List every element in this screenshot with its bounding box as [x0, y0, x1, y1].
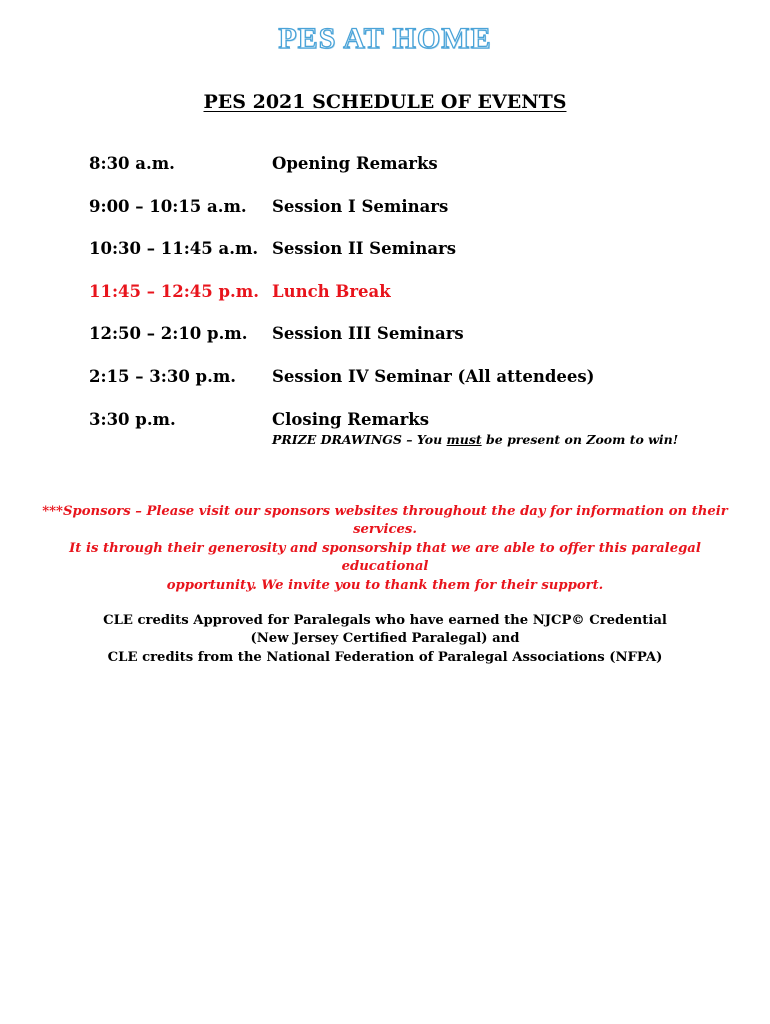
prize-note-emphasis: must — [446, 431, 482, 447]
schedule-event: Opening Remarks — [272, 154, 438, 173]
document-title: PES 2021 SCHEDULE OF EVENTS — [203, 91, 567, 113]
cle-line: CLE credits from the National Federation of Paralegal Associations (NFPA) — [107, 649, 663, 665]
schedule-time: 9:00 – 10:15 a.m. — [89, 196, 247, 216]
sponsors-line: services. — [353, 522, 417, 538]
schedule-event: Closing Remarks — [272, 409, 430, 429]
schedule-row-session-2 — [89, 239, 709, 282]
cle-line: (New Jersey Certified Paralegal) and — [250, 631, 520, 647]
sponsors-notice — [40, 503, 730, 595]
sponsors-line: It is through their generosity and sponsorship that we are able to offer this paralegal educational — [69, 540, 701, 575]
event-banner-logo: PES AT HOME — [278, 22, 492, 55]
prize-note-text: PRIZE DRAWINGS – You — [272, 431, 447, 447]
schedule-time: 8:30 a.m. — [89, 154, 175, 173]
schedule-row-opening — [89, 154, 709, 197]
sponsors-line: ***Sponsors – Please visit our sponsors websites throughout the day for information on their — [42, 504, 728, 519]
schedule-event: Session III Seminars — [272, 324, 464, 344]
prize-drawing-note — [272, 432, 678, 447]
schedule-time: 3:30 p.m. — [89, 409, 176, 429]
schedule-list — [89, 154, 709, 452]
prize-note-text-end: be present on Zoom to win! — [481, 431, 679, 447]
schedule-row-closing — [89, 410, 709, 453]
schedule-time: 12:50 – 2:10 p.m. — [89, 324, 248, 344]
schedule-event: Session IV Seminar (All attendees) — [272, 366, 595, 386]
schedule-event: Session II Seminars — [272, 239, 456, 259]
schedule-time: 2:15 – 3:30 p.m. — [89, 366, 237, 386]
cle-line: CLE credits Approved for Paralegals who have earned the NJCP© Credential — [103, 613, 667, 628]
schedule-row-lunch — [89, 282, 709, 325]
schedule-row-session-4 — [89, 367, 709, 410]
schedule-time: 10:30 – 11:45 a.m. — [89, 239, 259, 259]
sponsors-line: opportunity. We invite you to thank them for their support. — [166, 577, 604, 593]
schedule-row-session-3 — [89, 324, 709, 367]
schedule-row-session-1 — [89, 197, 709, 240]
schedule-time: 11:45 – 12:45 p.m. — [89, 281, 259, 301]
cle-credits-notice — [40, 612, 730, 667]
schedule-event: Lunch Break — [272, 281, 391, 301]
schedule-event: Session I Seminars — [272, 196, 449, 216]
